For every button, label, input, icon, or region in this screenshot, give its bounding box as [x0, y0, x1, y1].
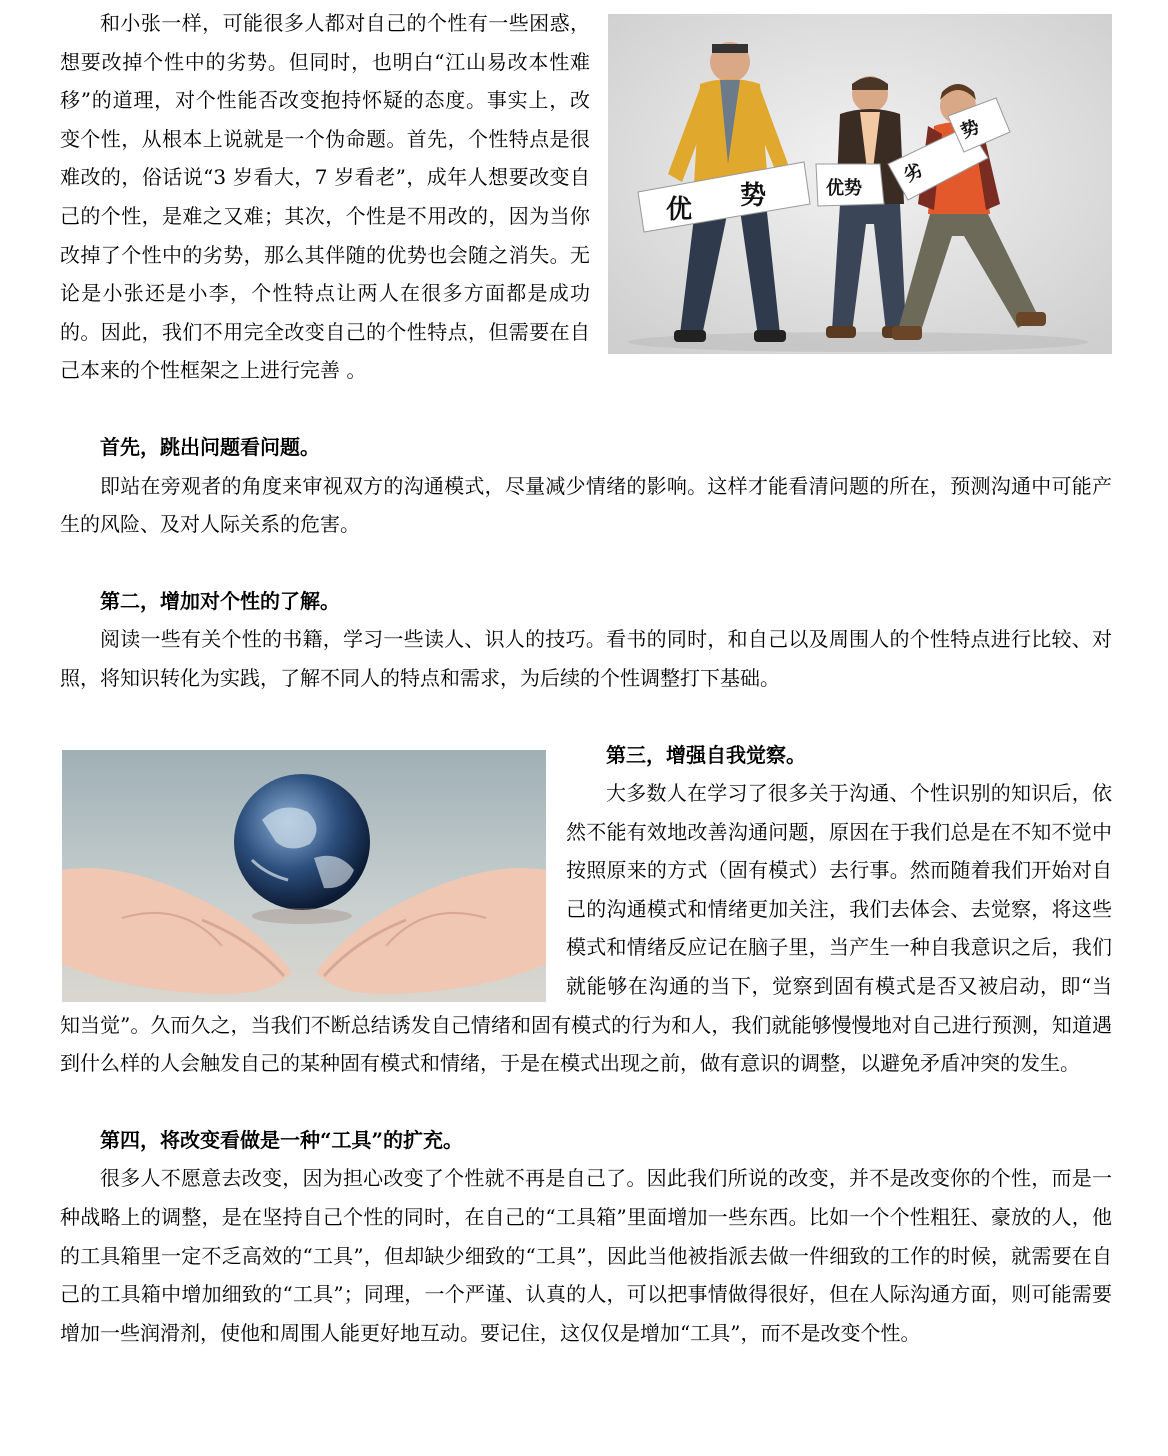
section-body-2: 阅读一些有关个性的书籍，学习一些读人、识人的技巧。看书的同时，和自己以及周围人的个性特点进行比较、对照，将知识转化为实践，了解不同人的特点和需求，为后续的个性调整打下基础。: [60, 627, 1112, 690]
section-heading-2: 第二，增加对个性的了解。: [100, 588, 340, 613]
section-body-1: 即站在旁观者的角度来审视双方的沟通模式，尽量减少情绪的影响。这样才能看清问题的所在，预测沟通中可能产生的风险、及对人际关系的危害。: [60, 473, 1112, 537]
section-heading-4: 第四，将改变看做是一种“工具”的扩充。: [100, 1127, 464, 1152]
section-body-4: 很多人不愿意去改变，因为担心改变了个性就不再是自己了。因此我们所说的改变，并不是改变你的个性，而是一种战略上的调整，是在坚持自己个性的同时，在自己的“工具箱”里面增加一些东西。比如一个个性粗狂、豪放的人，他的工具箱里一定不乏高效的“工具”，但却缺少细致的“工具”，因此当他被指派去做一件细致的工作的时候，就需要在自己的工具箱中增加细致的“工具”；同理，一个严谨、认真的人，可以把事情做得很好，但在人际沟通方面，则可能需要增加一些润滑剂，使他和周围人能更好地互动。要记住，这仅仅是增加“工具”，而不是改变个性。: [60, 1166, 1112, 1345]
sign-char-5: 势: [958, 116, 983, 143]
intro-paragraph: 和小张一样，可能很多人都对自己的个性有一些困惑，想要改掉个性中的劣势。但同时，也明白“江山易改本性难移”的道理，对个性能否改变抱持怀疑的态度。事实上，改变个性，从根本上说就是一个伪命题。首先，个性特点是很难改的，俗话说“3 岁看大，7 岁看老”，成年人想要改变自己的个性，是难之又难；其次，个性是不用改的，因为当你改掉了个性中的劣势，那么其伴随的优势也会随之消失。无论是小张还是小李，个性特点让两人在很多方面都是成功的。因此，我们不用完全改变自己的个性特点，但需要在自己本来的个性框架之上进行完善 。: [60, 11, 590, 383]
section-heading-1: 首先，跳出问题看问题。: [100, 434, 320, 459]
three-men-signs-photo: [608, 14, 1112, 354]
section-body-3: 大多数人在学习了很多关于沟通、个性识别的知识后，依然不能有效地改善沟通问题，原因在于我们总是在不知不觉中按照原来的方式（固有模式）去行事。然而随着我们开始对自己的沟通模式和情绪更加关注，我们去体会、去觉察，将这些模式和情绪反应记在脑子里，当产生一种自我意识之后，我们就能够在沟通的当下，觉察到固有模式是否又被启动，即“当知当觉”。久而久之，当我们不断总结诱发自己情绪和固有模式的行为和人，我们就能够慢慢地对自己进行预测，知道遇到什么样的人会触发自己的某种固有模式和情绪，于是在模式出现之前，做有意识的调整，以避免矛盾冲突的发生。: [60, 781, 1112, 1076]
sign-char-1: 优: [666, 195, 693, 225]
sign-char-2: 势: [740, 181, 767, 211]
sign-text-3: 优势: [826, 178, 862, 199]
sign-char-4: 劣: [900, 159, 927, 187]
section-heading-3: 第三，增强自我觉察。: [606, 742, 806, 767]
hands-holding-globe-photo: [62, 750, 546, 1002]
advantage-sign-middle: [816, 164, 884, 206]
